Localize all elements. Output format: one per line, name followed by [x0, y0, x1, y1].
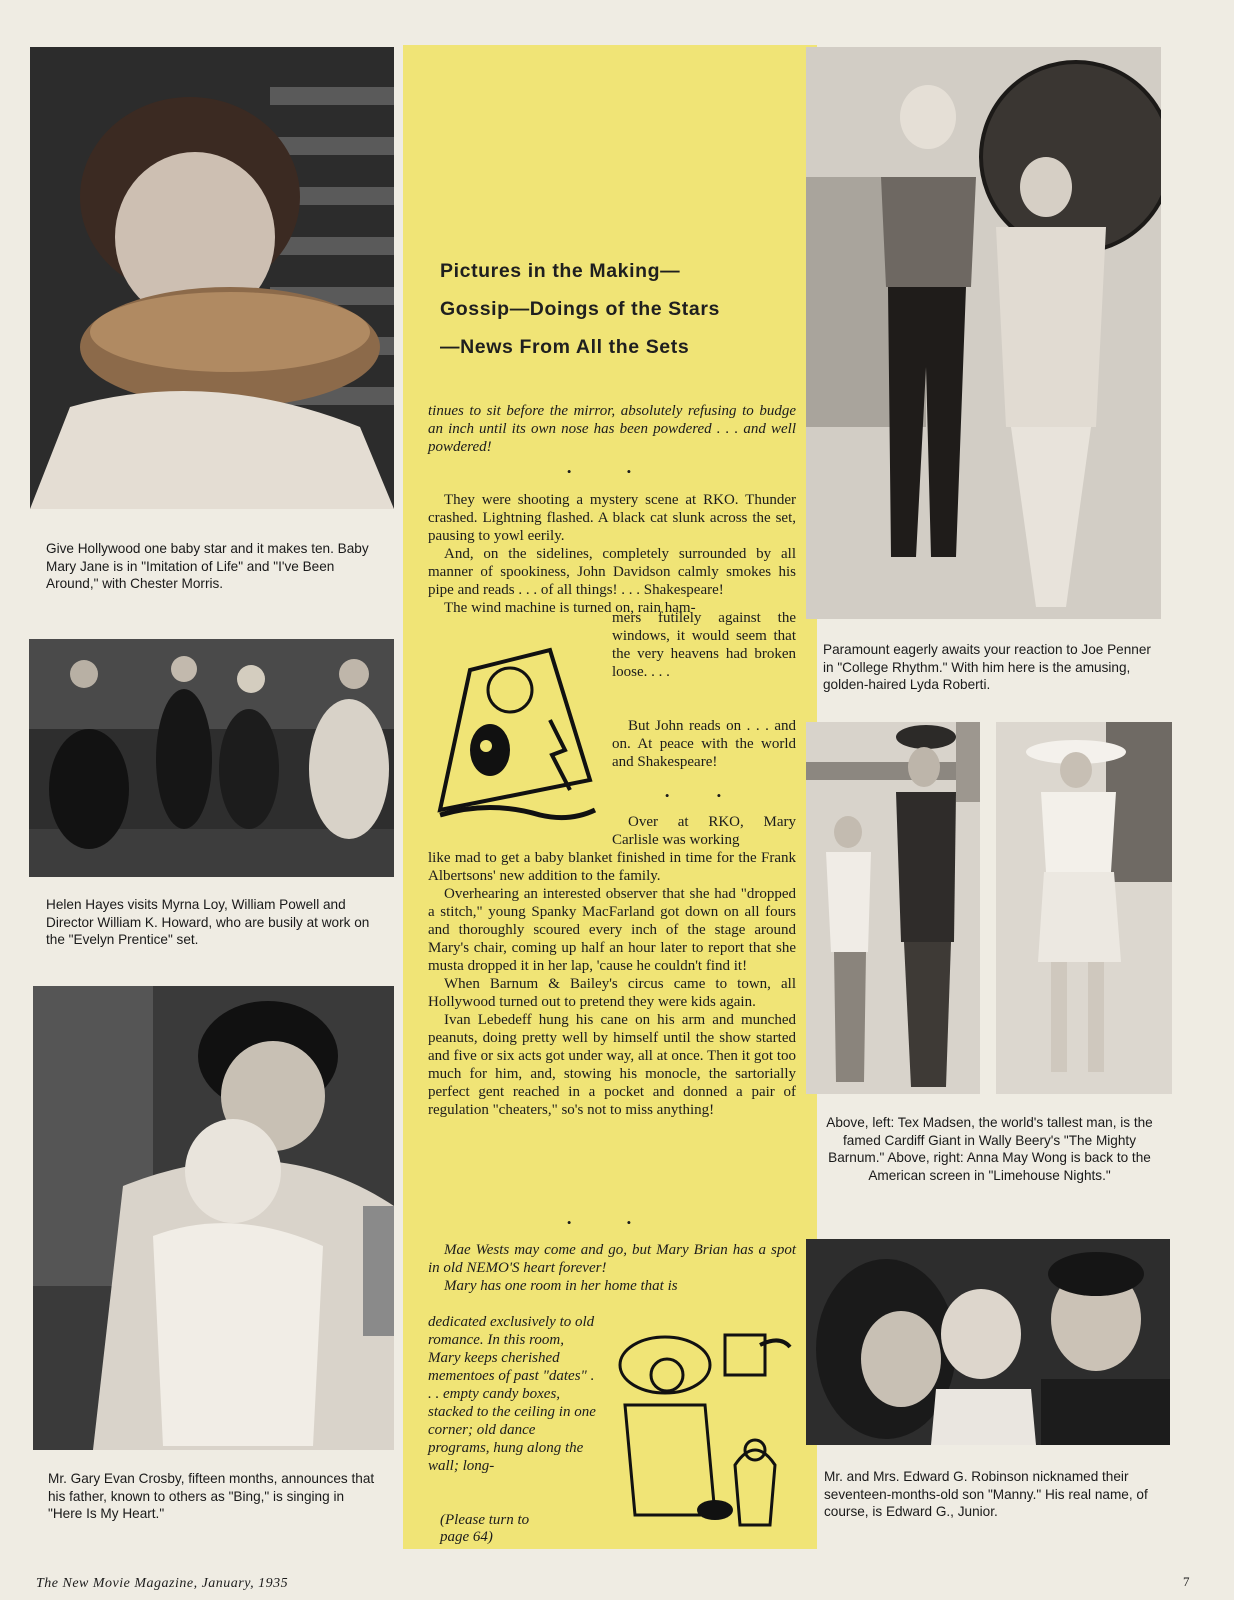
paragraph-brian-2b: dedicated exclusively to old romance. In this room, Mary keeps cherished mementoes of past "dates" . . . empty candy boxes, stacked to the ceiling in one corner; old dance programs, hung along the wall; long-	[428, 1314, 596, 1474]
photo-woman-in-hat	[996, 722, 1172, 1094]
page-heading	[440, 252, 780, 366]
caption-madsen-wong: Above, left: Tex Madsen, the world's tallest man, is the famed Cardiff Giant in Wally Beery's "The Mighty Barnum." Above, right: Anna May Wong is back to the American screen in "Limehouse Nights."	[826, 1115, 1153, 1183]
heading-line-2: Gossip—Doings of the Stars	[440, 298, 720, 320]
article-rko-section	[428, 491, 796, 617]
caption-crosby: Mr. Gary Evan Crosby, fifteen months, announces that his father, known to others as "Bing," is singing in "Here Is My Heart."	[48, 1471, 375, 1521]
caption-penner-roberti: Paramount eagerly awaits your reaction to Joe Penner in "College Rhythm." With him here is the amusing, golden-haired Lyda Roberti.	[823, 642, 1151, 692]
caption-robinson: Mr. and Mrs. Edward G. Robinson nicknamed their seventeen-months-old son "Manny." His real name, of course, is Edward G., Junior.	[824, 1469, 1148, 1519]
paragraph-rko-2: And, on the sidelines, completely surrounded by all manner of spookiness, John Davidson calmly smokes his pipe and reads . . . of all things! . . . Shakespeare!	[428, 546, 796, 598]
photo-tall-man	[806, 722, 980, 1094]
page-number: 7	[1183, 1574, 1190, 1589]
divider-dots-3: • •	[566, 1215, 658, 1230]
heading-line-3: —News From All the Sets	[440, 336, 690, 358]
paragraph-mary-a	[612, 813, 796, 849]
paragraph-brian-1: Mae Wests may come and go, but Mary Brian has a spot in old NEMO'S heart forever!	[428, 1242, 796, 1276]
photo-family	[806, 1239, 1170, 1445]
magazine-footer: The New Movie Magazine, January, 1935	[36, 1576, 289, 1591]
paragraph-rko-1: They were shooting a mystery scene at RKO. Thunder crashed. Lightning flashed. A black cat slunk across the set, pausing to yowl eerily.	[428, 492, 796, 544]
divider-dots: • •	[566, 464, 658, 479]
illustration-storm	[430, 630, 605, 830]
caption-baby-star: Give Hollywood one baby star and it makes ten. Baby Mary Jane is in "Imitation of Life" and "I've Been Around," with Chester Morris.	[46, 541, 369, 591]
photo-man-with-baby	[33, 986, 394, 1450]
photo-set-group	[29, 639, 394, 877]
photo-couple-with-parasol	[806, 47, 1161, 619]
paragraph-ivan: Ivan Lebedeff hung his cane on his arm and munched peanuts, doing pretty well by himself until the show started and five or six acts got under way, all at once. Then it got too much for him, and, stowing his monocle, the sartorially perfect gent reached in a pocket and donned a pair of regulation "cheaters," so's not to miss anything!	[428, 1012, 796, 1118]
paragraph-spanky: Overhearing an interested observer that she had "dropped a stitch," young Spanky MacFarland got down on all fours and thoroughly scoured every inch of the stage around Mary's chair, coming up half an hour later to report that she musta dropped it in her lap, 'cause he couldn't find it!	[428, 886, 796, 974]
caption-evelyn-prentice: Helen Hayes visits Myrna Loy, William Powell and Director William K. Howard, who are busily at work on the "Evelyn Prentice" set.	[46, 897, 370, 947]
paragraph-brian-2a: Mary has one room in her home that is	[444, 1278, 678, 1294]
paragraph-mary-a-text: Over at RKO, Mary Carlisle was working	[612, 814, 796, 848]
photo-baby-with-cake	[30, 47, 394, 509]
article-brian-section	[428, 1241, 796, 1295]
paragraph-circus: When Barnum & Bailey's circus came to town, all Hollywood turned out to pretend they were kids again.	[428, 976, 796, 1010]
paragraph-rko-4	[612, 717, 796, 771]
heading-line-1: Pictures in the Making—	[440, 260, 681, 282]
paragraph-rko-3b: mers futilely against the windows, it would seem that the very heavens had broken loose. . . .	[612, 610, 796, 680]
article-intro: tinues to sit before the mirror, absolutely refusing to budge an inch until its own nose has been powdered . . . and well powdered!	[428, 403, 796, 455]
divider-dots-2: • •	[664, 788, 744, 803]
illustration-romance	[605, 1315, 795, 1540]
paragraph-mary-b: like mad to get a baby blanket finished in time for the Frank Albertsons' new addition to the family.	[428, 850, 796, 884]
paragraph-rko-4-text: But John reads on . . . and on. At peace with the world and Shakespeare!	[612, 718, 796, 770]
turn-page-note: (Please turn to page 64)	[440, 1512, 530, 1545]
article-mary-section	[428, 849, 796, 1119]
paragraph-rko-3a: The wind machine is turned on, rain ham-	[444, 600, 696, 616]
